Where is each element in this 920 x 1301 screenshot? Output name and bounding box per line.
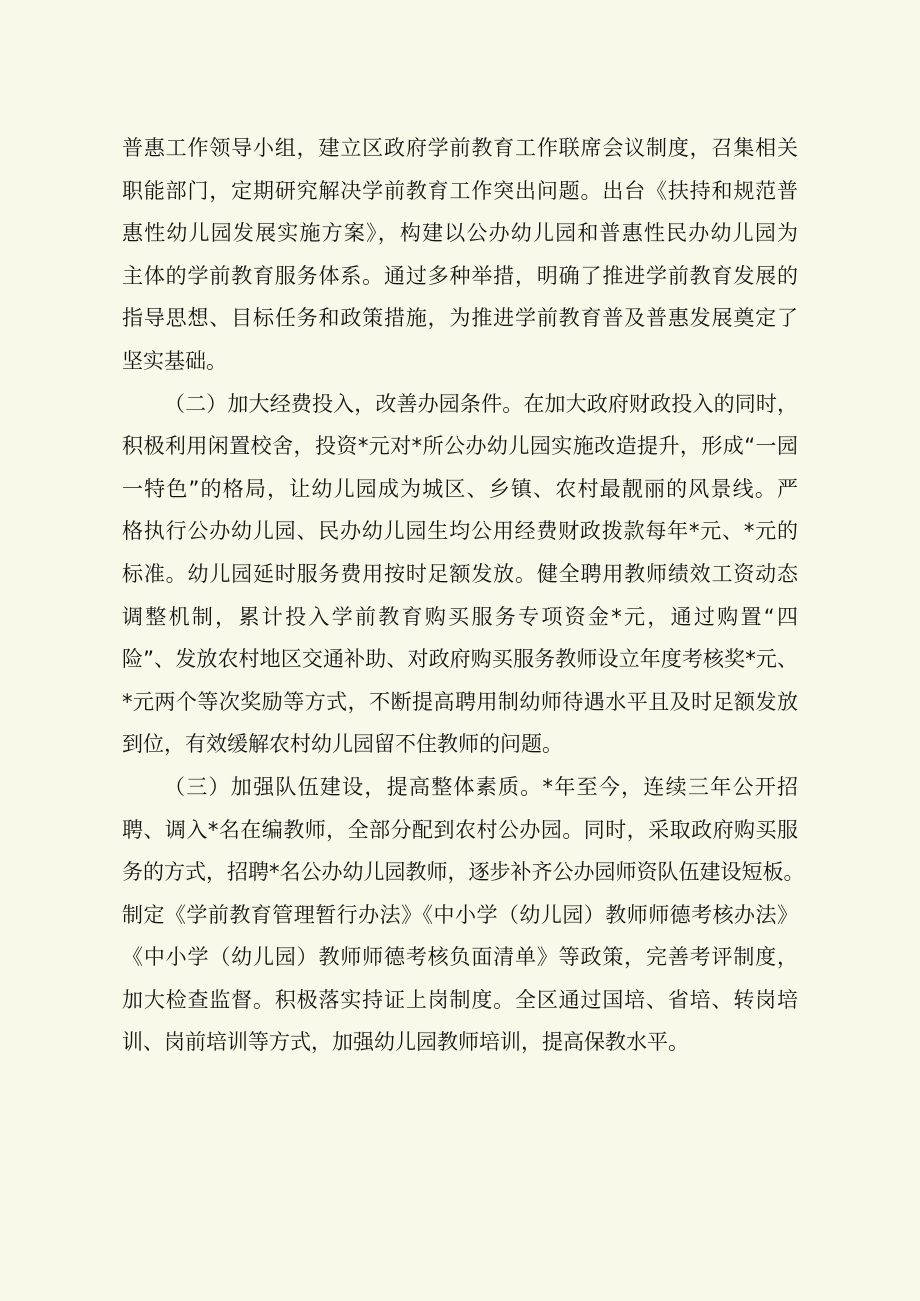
body-text (122, 127, 805, 1064)
text-line: 训、岗前培训等方式，加强幼儿园教师培训，提高保教水平。 (122, 1030, 689, 1055)
text-line: 《中小学（幼儿园）教师师德考核负面清单》等政策，完善考评制度， (122, 945, 798, 970)
text-line: 职能部门，定期研究解决学前教育工作突出问题。出台《扶持和规范普 (122, 178, 798, 203)
text-line: 加大检查监督。积极落实持证上岗制度。全区通过国培、省培、转岗培 (122, 987, 798, 1012)
text-line: 一特色”的格局，让幼儿园成为城区、乡镇、农村最靓丽的风景线。严 (122, 476, 798, 501)
text-line: 聘、调入*名在编教师，全部分配到农村公办园。同时，采取政府购买服 (122, 817, 798, 842)
text-line: 标准。幼儿园延时服务费用按时足额发放。健全聘用教师绩效工资动态 (122, 561, 798, 586)
section-heading-line: （三）加强队伍建设，提高整体素质。*年至今，连续三年公开招 (164, 774, 798, 799)
text-line: 积极利用闲置校舍，投资*元对*所公办幼儿园实施改造提升，形成“一园 (122, 434, 798, 459)
text-line: 制定《学前教育管理暂行办法》《中小学（幼儿园）教师师德考核办法》 (122, 902, 798, 927)
text-line: 惠性幼儿园发展实施方案》，构建以公办幼儿园和普惠性民办幼儿园为 (122, 221, 798, 246)
text-line: 主体的学前教育服务体系。通过多种举措，明确了推进学前教育发展的 (122, 263, 798, 288)
text-line: 格执行公办幼儿园、民办幼儿园生均公用经费财政拨款每年*元、*元的 (122, 519, 798, 544)
text-line: 险”、发放农村地区交通补助、对政府购买服务教师设立年度考核奖*元、 (122, 647, 798, 672)
section-heading-line: （二）加大经费投入，改善办园条件。在加大政府财政投入的同时， (164, 391, 798, 416)
text-line: 坚实基础。 (122, 348, 227, 373)
text-line: 调整机制，累计投入学前教育购买服务专项资金*元，通过购置“四 (122, 604, 798, 629)
text-line: 务的方式，招聘*名公办幼儿园教师，逐步补齐公办园师资队伍建设短板。 (122, 860, 805, 885)
text-line: 普惠工作领导小组，建立区政府学前教育工作联席会议制度，召集相关 (122, 136, 798, 160)
text-line: 指导思想、目标任务和政策措施，为推进学前教育普及普惠发展奠定了 (122, 306, 798, 331)
text-line: 到位，有效缓解农村幼儿园留不住教师的问题。 (122, 732, 563, 757)
text-line: *元两个等次奖励等方式，不断提高聘用制幼师待遇水平且及时足额发放 (122, 689, 798, 714)
